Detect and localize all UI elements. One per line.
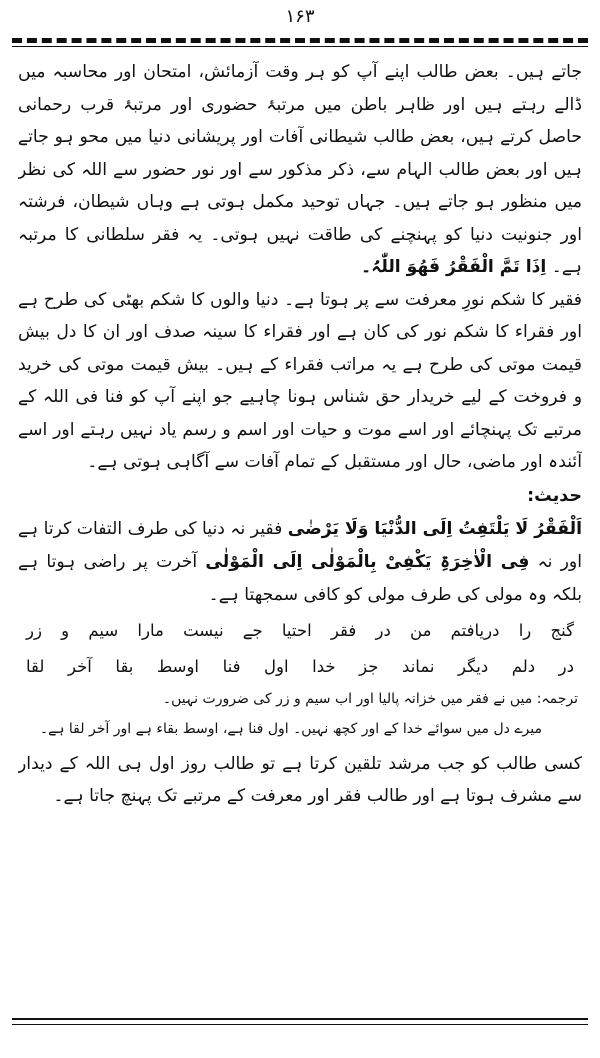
closing-paragraph: کسی طالب کو جب مرشد تلقین کرتا ہے تو طالب روز اول ہی اللہ کے دیدار سے مشرف ہوتا ہے اور طالب فقر اور معرفت کے مرتبے تک پہنچ جاتا ہے۔ [18, 753, 582, 806]
paragraph-1 [18, 56, 582, 284]
hadith-arabic-2: فِی الْاٰخِرَۃِ یَکْفِیْ بِالْمَوْلٰی اِلَی الْمَوْلٰی [205, 551, 530, 572]
hadith-arabic-1: اَلْفَقْرُ لَا یَلْتَفِتُ اِلَی الدُّنْیَا وَلَا یَرْضٰی [287, 518, 582, 539]
hadith-urdu-2: آخرت پر راضی ہوتا ہے بلکہ وہ مولی کی طرف مولی کو کافی سمجھتا ہے۔ [18, 551, 582, 605]
hadith-block [18, 513, 582, 612]
header-dashed-rule [12, 38, 588, 43]
hadith-urdu-1: فقیر نہ دنیا کی طرف التفات کرتا ہے اور نہ [18, 518, 582, 572]
page-body [18, 56, 582, 1006]
persian-verse-line-1: گنج را دریافتم من در فقر احتیا جے نیست مارا سیم و زر [26, 620, 574, 640]
footer-thick-rule [12, 1018, 588, 1020]
header-thin-rule [12, 46, 588, 47]
paragraph-1-text: جاتے ہیں۔ بعض طالب اپنے آپ کو ہر وقت آزمائش، امتحان اور محاسبہ میں ڈالے رہتے ہیں اور ظاہر باطن میں مرتبۂ حضوری اور مرتبۂ قرب رحمانی حاصل کرتے ہیں، بعض طالب شیطانی آفات اور پریشانی دنیا میں محو ہو جاتے ہیں اور بعض طالب الہام سے، ذکر مذکور سے اور نور حضور سے اللہ کی نظر میں منظور ہو جاتے ہیں۔ جہاں توحید مکمل ہوتی ہے وہاں شیطان، فرشتہ اور جنونیت دنیا کو پہنچنے کی طاقت نہیں ہوتی۔ یہ فقر سلطانی کا مرتبہ ہے۔ [18, 62, 582, 277]
hadith-heading: حدیث: [527, 485, 582, 506]
footer-thin-rule [12, 1024, 588, 1025]
page-number: ۱۶۳ [285, 6, 315, 27]
paragraph-1-arabic-quote: اِذَا تَمَّ الْفَقْرُ فَھُوَ اللّٰہُ۔ [361, 257, 547, 277]
persian-verse-line-2: در دلم دیگر نماند جز خدا اول فنا اوسط بقا آخر لقا [26, 656, 574, 676]
translation-line-2: میرے دل میں سوائے خدا کے اور کچھ نہیں۔ اول فنا ہے، اوسط بقاء ہے اور آخر لقا ہے۔ [39, 720, 542, 737]
paragraph-2: فقیر کا شکم نورِ معرفت سے پر ہوتا ہے۔ دنیا والوں کا شکم بھٹی کی طرح ہے اور فقراء کا شکم نور کی کان ہے اور فقراء کا سینہ صدف اور ان کا دل بیش قیمت موتی کی طرح ہے یہ مراتب فقراء کے ہیں۔ بیش قیمت موتی کی خرید و فروخت کے لیے خریدار حق شناس ہونا چاہیے جو اپنے آپ کو فنا فی اللہ کے مرتبے تک پہنچائے اور اسے موت و حیات اور اسم و رسم یاد نہیں رہتے اور اسے آئندہ اور ماضی، حال اور مستقبل کے تمام آفات سے آگاہی ہوتی ہے۔ [18, 289, 582, 472]
translation-line-1: ترجمہ: میں نے فقر میں خزانہ پالیا اور اب سیم و زر کی ضرورت نہیں۔ [162, 690, 578, 707]
